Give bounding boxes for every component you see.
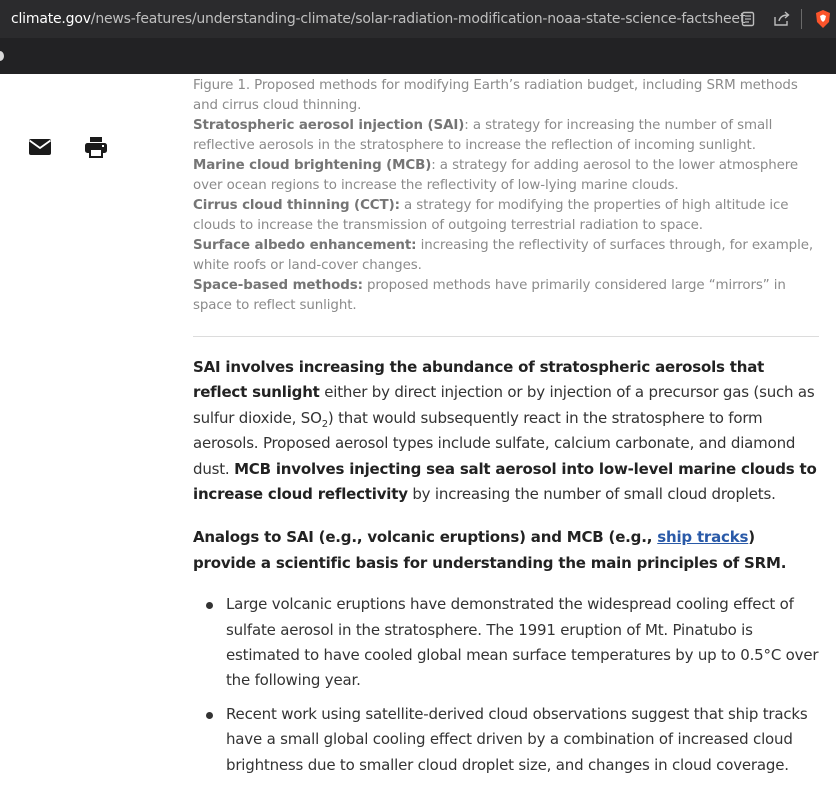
figure-caption <box>193 76 819 316</box>
envelope-icon[interactable] <box>28 135 52 159</box>
share-icon[interactable] <box>769 6 795 32</box>
caption-term: Cirrus cloud thinning (CCT): <box>193 198 400 213</box>
share-tools <box>28 135 140 159</box>
bold-text: ) provide a scientific basis for understanding the main principles of SRM. <box>193 528 787 572</box>
bold-text: MCB involves injecting sea salt aerosol into low-level marine clouds to increase cloud reflectivity <box>193 459 817 504</box>
caption-desc: increasing the reflectivity of surfaces through, for example, white roofs or land-cover changes. <box>193 238 813 273</box>
paragraph-sai-mcb <box>193 355 819 507</box>
browser-address-bar[interactable] <box>0 0 836 38</box>
printer-icon[interactable] <box>84 135 108 159</box>
body-text: by increasing the number of small cloud droplets. <box>407 485 776 504</box>
reader-mode-icon[interactable] <box>735 6 761 32</box>
caption-desc: a strategy for modifying the properties of high altitude ice clouds to increase the transmission of outgoing terrestrial radiation to space. <box>193 198 789 233</box>
url-domain: climate.gov <box>11 11 91 27</box>
section-divider <box>193 336 819 337</box>
caption-item <box>193 236 819 276</box>
body-text: ) that would subsequently react in the stratosphere to form aerosols. Proposed aerosol types include sulfate, calcium carbonate, and diamond dust. <box>193 408 796 478</box>
caption-term: Surface albedo enhancement: <box>193 238 417 253</box>
caption-item <box>193 276 819 316</box>
url-path: /news-features/understanding-climate/solar-radiation-modification-noaa-state-science-factsheet <box>90 11 746 27</box>
caption-desc: : a strategy for adding aerosol to the lower atmosphere over ocean regions to increase the reflectivity of low-lying marine clouds. <box>193 158 799 193</box>
caption-desc: proposed methods have primarily considered large “mirrors” in space to reflect sunlight. <box>193 278 786 313</box>
url-text[interactable] <box>11 11 745 27</box>
body-text: either by direct injection or by injection of a precursor gas (such as sulfur dioxide, SO <box>193 383 815 427</box>
caption-term: Marine cloud brightening (MCB) <box>193 158 432 173</box>
toolbar-separator <box>801 9 802 29</box>
subscript: 2 <box>321 418 328 430</box>
list-item: Recent work using satellite-derived cloud observations suggest that ship tracks have a small global cooling effect driven by a combination of increased cloud brightness due to smaller cloud droplet size, and changes in cloud coverage. <box>226 702 819 778</box>
analog-list <box>193 592 819 778</box>
caption-intro: Figure 1. Proposed methods for modifying Earth’s radiation budget, including SRM methods and cirrus cloud thinning. <box>193 78 798 113</box>
bold-text: SAI involves increasing the abundance of stratospheric aerosols that reflect sunlight <box>193 358 765 402</box>
address-bar-actions <box>727 0 836 38</box>
list-item: Large volcanic eruptions have demonstrated the widespread cooling effect of sulfate aerosol in the stratosphere. The 1991 eruption of Mt. Pinatubo is estimated to have cooled global mean surface temperatures by up to 0.5°C over the following year. <box>226 592 819 694</box>
brave-shield-icon[interactable] <box>810 6 836 32</box>
caption-desc: : a strategy for increasing the number of small reflective aerosols in the stratosphere to increase the reflection of incoming sunlight. <box>193 118 773 153</box>
caption-item <box>193 196 819 236</box>
caption-item <box>193 156 819 196</box>
caption-item <box>193 116 819 156</box>
caption-term: Space-based methods: <box>193 278 363 293</box>
article-content <box>193 76 819 786</box>
paragraph-analogs <box>193 525 819 576</box>
caption-term: Stratospheric aerosol injection (SAI) <box>193 118 465 133</box>
article-body <box>193 355 819 778</box>
ship-tracks-link[interactable]: ship tracks <box>657 528 749 547</box>
bold-text: Analogs to SAI (e.g., volcanic eruptions) and MCB (e.g., <box>193 528 658 547</box>
browser-secondary-bar <box>0 38 836 74</box>
toolbar-edge-dot <box>0 51 4 61</box>
